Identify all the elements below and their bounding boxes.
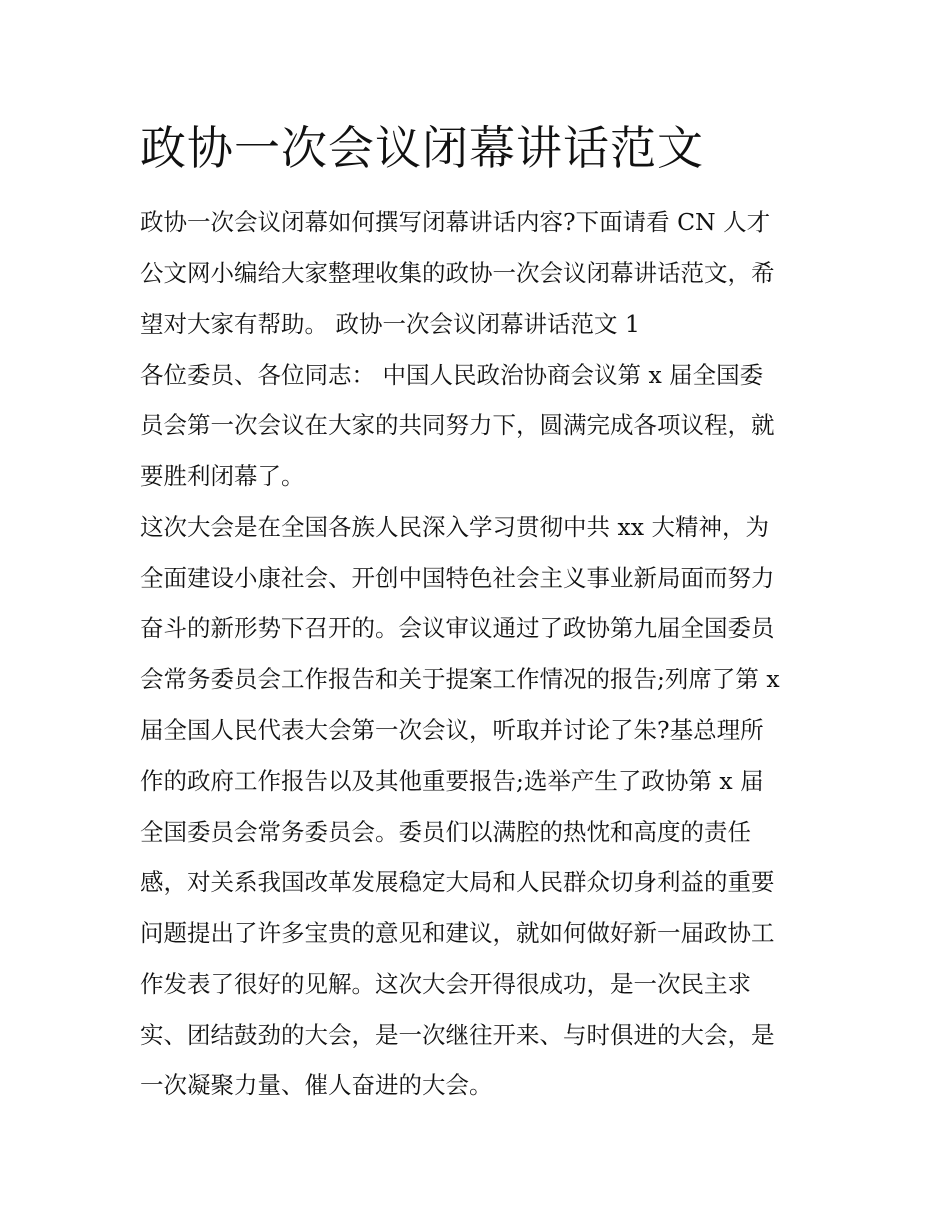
body-line: 奋斗的新形势下召开的。会议审议通过了政协第九届全国委员 [140, 614, 775, 642]
body-line: 要胜利闭幕了。 [140, 462, 305, 490]
body-line: 实、团结鼓劲的大会，是一次继往开来、与时俱进的大会，是 [140, 1021, 775, 1049]
body-line: 作发表了很好的见解。这次大会开得很成功，是一次民主求 [140, 970, 751, 998]
body-line: 政协一次会议闭幕如何撰写闭幕讲话内容?下面请看 CN 人才 [140, 208, 771, 236]
body-line: 问题提出了许多宝贵的意见和建议，就如何做好新一届政协工 [140, 919, 775, 947]
body-line: 望对大家有帮助。 政协一次会议闭幕讲话范文 1 [140, 310, 640, 338]
body-line: 作的政府工作报告以及其他重要报告;选举产生了政协第 x 届 [140, 767, 764, 795]
body-line: 各位委员、各位同志： 中国人民政治协商会议第 x 届全国委 [140, 361, 764, 389]
body-line: 这次大会是在全国各族人民深入学习贯彻中共 xx 大精神，为 [140, 513, 769, 541]
body-line: 一次凝聚力量、催人奋进的大会。 [140, 1071, 493, 1099]
body-line: 届全国人民代表大会第一次会议，听取并讨论了朱?基总理所 [140, 716, 764, 744]
document-title: 政协一次会议闭幕讲话范文 [140, 121, 704, 175]
body-line: 全面建设小康社会、开创中国特色社会主义事业新局面而努力 [140, 564, 775, 592]
body-line: 员会第一次会议在大家的共同努力下，圆满完成各项议程，就 [140, 411, 775, 439]
body-line: 感，对关系我国改革发展稳定大局和人民群众切身利益的重要 [140, 868, 775, 896]
body-line: 全国委员会常务委员会。委员们以满腔的热忱和高度的责任 [140, 818, 751, 846]
body-line: 公文网小编给大家整理收集的政协一次会议闭幕讲话范文，希 [140, 259, 775, 287]
body-line: 会常务委员会工作报告和关于提案工作情况的报告;列席了第 x [140, 665, 780, 693]
